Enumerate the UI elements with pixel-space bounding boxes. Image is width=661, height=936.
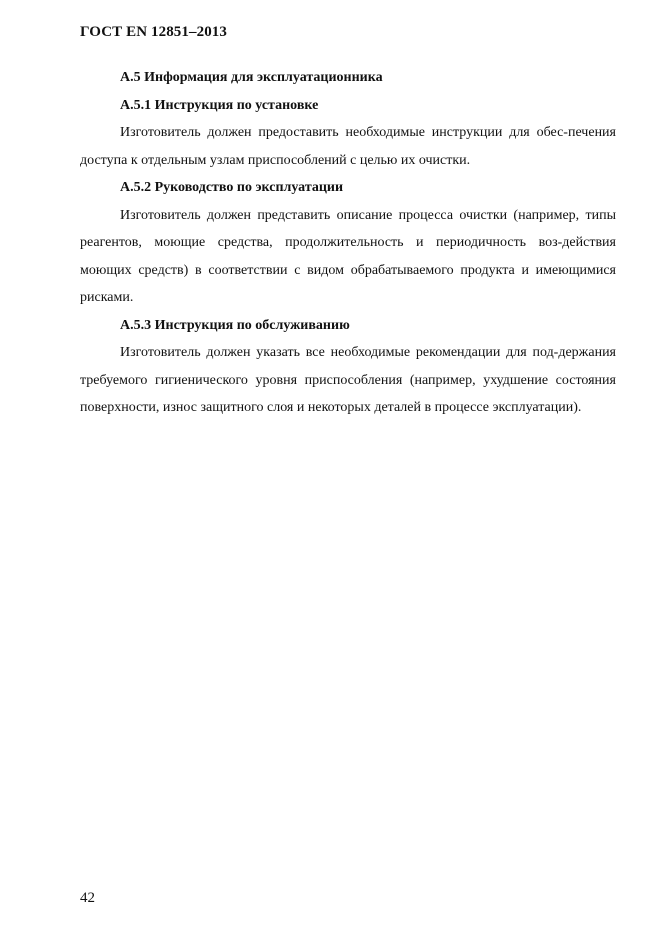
page-number: 42 <box>80 890 95 906</box>
document-code-header: ГОСТ EN 12851–2013 <box>80 24 227 40</box>
section-a5-heading: А.5 Информация для эксплуатационника <box>120 70 383 85</box>
section-a5-3-heading: А.5.3 Инструкция по обслуживанию <box>120 317 350 333</box>
section-a5-2-heading: А.5.2 Руководство по эксплуатации <box>120 180 344 195</box>
document-body <box>80 64 616 422</box>
section-a5-3-paragraph: Изготовитель должен указать все необходимые рекомендации для под-держания требуемого гигиенического уровня приспособления (например, ухудшение состояния поверхности, износ защитного слоя и некоторых деталей в процессе эксплуатации). <box>80 345 616 415</box>
section-a5-1-heading: А.5.1 Инструкция по установке <box>120 97 319 113</box>
section-a5-1-paragraph: Изготовитель должен предоставить необходимые инструкции для обес-печения доступа к отдельным узлам приспособлений с целью их очистки. <box>80 125 616 168</box>
section-a5-2-paragraph: Изготовитель должен представить описание процесса очистки (например, типы реагентов, моющие средства, продолжительность и периодичность воз-действия моющих средств) в соответствии с видом обрабатываемого продукта и имеющимися рисками. <box>80 207 616 305</box>
